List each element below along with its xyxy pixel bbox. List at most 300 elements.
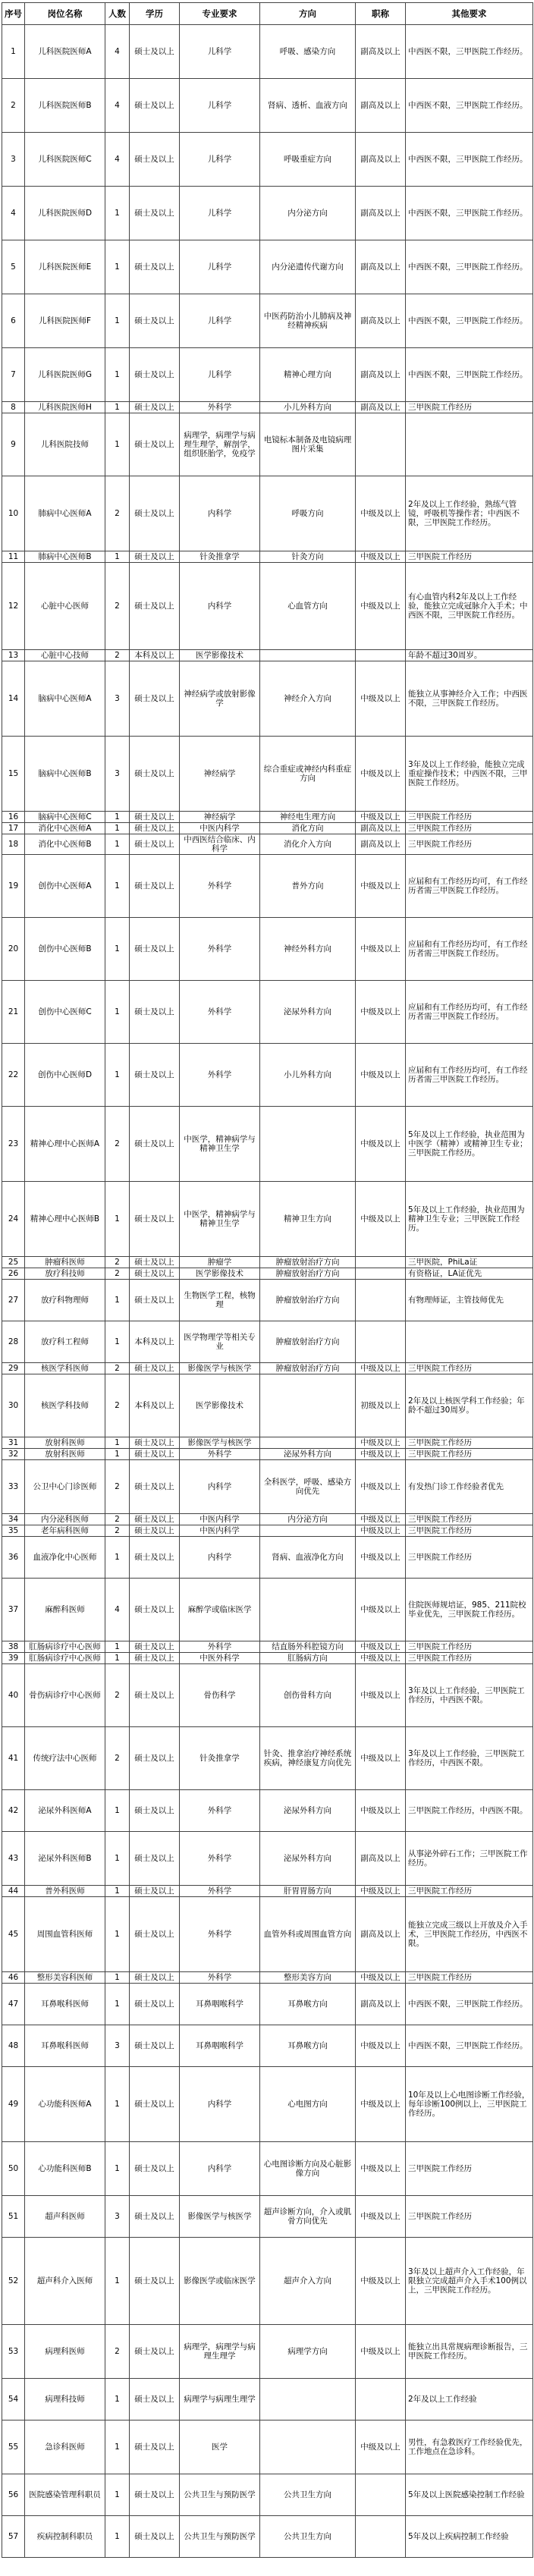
table-row (2, 348, 533, 402)
table-row (2, 981, 533, 1044)
direction: 泌尿外科方向 (260, 1790, 356, 1832)
table-row (2, 413, 533, 476)
other-requirements: 5年及以上医院感染控制工作经验 (406, 2474, 533, 2516)
direction (260, 1107, 356, 1182)
position-name: 放疗科工程师 (25, 1321, 105, 1363)
direction: 公共卫生方向 (260, 2474, 356, 2516)
other-requirements: 三甲医院工作经历 (406, 823, 533, 834)
major-requirement: 儿科学 (180, 294, 260, 348)
job-title: 中级及以上 (356, 1182, 406, 1257)
position-name: 病理科技师 (25, 2379, 105, 2420)
major-requirement: 外科学 (180, 1449, 260, 1460)
other-requirements: 中西医不限，三甲医院工作经历。 (406, 25, 533, 79)
table-row (2, 1363, 533, 1374)
major-requirement: 内科学 (180, 2142, 260, 2196)
direction (260, 2420, 356, 2474)
position-name: 放疗科物理师 (25, 1280, 105, 1321)
row-number: 42 (2, 1790, 25, 1832)
job-title: 中级及以上 (356, 2142, 406, 2196)
headcount: 2 (105, 1107, 130, 1182)
other-requirements: 中西医不限，三甲医院工作经历。 (406, 294, 533, 348)
position-name: 创伤中心医师D (25, 1044, 105, 1107)
table-row (2, 1107, 533, 1182)
education: 硕士及以上 (130, 1514, 180, 1525)
other-requirements: 3年及以上工作经验，能独立完成重症操作技术；中西医不限，三甲医院工作经历。 (406, 737, 533, 812)
direction (260, 1437, 356, 1449)
other-requirements (406, 413, 533, 476)
table-row (2, 2420, 533, 2474)
header-cell: 方向 (260, 3, 356, 25)
job-title: 中级及以上 (356, 563, 406, 650)
position-name: 肛肠病诊疗中心医师 (25, 1641, 105, 1653)
headcount: 2 (105, 1268, 130, 1280)
row-number: 23 (2, 1107, 25, 1182)
major-requirement: 中医外科学 (180, 1653, 260, 1664)
education: 硕士及以上 (130, 2238, 180, 2325)
major-requirement: 中医内科学 (180, 1514, 260, 1525)
table-row (2, 1579, 533, 1641)
table-row (2, 2238, 533, 2325)
direction: 超声诊断方向，介入或肌骨方向优先 (260, 2196, 356, 2238)
direction: 结直肠外科腔镜方向 (260, 1641, 356, 1653)
job-title: 中级及以上 (356, 551, 406, 563)
direction: 耳鼻喉方向 (260, 1984, 356, 2025)
major-requirement: 儿科学 (180, 348, 260, 402)
table-row (2, 2196, 533, 2238)
table-body (2, 25, 533, 2558)
direction: 全科医学，呼吸、感染方向优先 (260, 1460, 356, 1514)
direction: 精神卫生方向 (260, 1182, 356, 1257)
table-row (2, 823, 533, 834)
row-number: 24 (2, 1182, 25, 1257)
major-requirement: 针灸推拿学 (180, 1727, 260, 1790)
position-name: 儿科医院医师G (25, 348, 105, 402)
other-requirements: 能独立出具常规病理诊断报告，三甲医院工作经历。 (406, 2325, 533, 2379)
headcount: 2 (105, 650, 130, 661)
education: 硕士及以上 (130, 2325, 180, 2379)
table-row (2, 1537, 533, 1579)
row-number: 57 (2, 2516, 25, 2558)
other-requirements: 5年及以上工作经验，执业范围为精神卫生专业；三甲医院工作经历。 (406, 1182, 533, 1257)
other-requirements: 三甲医院工作经历 (406, 2142, 533, 2196)
row-number: 27 (2, 1280, 25, 1321)
major-requirement: 中医学，精神病学与精神卫生学 (180, 1182, 260, 1257)
row-number: 50 (2, 2142, 25, 2196)
job-title: 中级及以上 (356, 918, 406, 981)
headcount: 1 (105, 1886, 130, 1897)
education: 硕士及以上 (130, 1280, 180, 1321)
education: 硕士及以上 (130, 402, 180, 413)
other-requirements: 2年及以上工作经验 (406, 2379, 533, 2420)
table-row (2, 1727, 533, 1790)
position-name: 创伤中心医师C (25, 981, 105, 1044)
header-cell: 序号 (2, 3, 25, 25)
job-title: 中级及以上 (356, 1525, 406, 1537)
direction: 病理学方向 (260, 2325, 356, 2379)
job-title: 副高及以上 (356, 294, 406, 348)
position-name: 脑病中心医师A (25, 661, 105, 737)
row-number: 28 (2, 1321, 25, 1363)
education: 硕士及以上 (130, 2025, 180, 2067)
position-name: 核医学科技师 (25, 1374, 105, 1437)
headcount: 1 (105, 2142, 130, 2196)
headcount: 1 (105, 1537, 130, 1579)
direction: 内分泌方向 (260, 1514, 356, 1525)
position-name: 麻醉科医师 (25, 1579, 105, 1641)
job-title (356, 1280, 406, 1321)
direction: 肝胃胃肠方向 (260, 1886, 356, 1897)
direction: 精神心理方向 (260, 348, 356, 402)
row-number: 36 (2, 1537, 25, 1579)
job-title (356, 2474, 406, 2516)
education: 硕士及以上 (130, 981, 180, 1044)
position-name: 耳鼻喉科医师 (25, 1984, 105, 2025)
education: 硕士及以上 (130, 2516, 180, 2558)
row-number: 56 (2, 2474, 25, 2516)
education: 硕士及以上 (130, 1886, 180, 1897)
row-number: 35 (2, 1525, 25, 1537)
other-requirements: 有心血管内科2年及以上工作经验，能独立完成冠脉介入手术；中西医不限，三甲医院工作经历。 (406, 563, 533, 650)
job-title (356, 2379, 406, 2420)
other-requirements: 中西医不限，三甲医院工作经历。 (406, 1984, 533, 2025)
row-number: 14 (2, 661, 25, 737)
headcount: 2 (105, 1363, 130, 1374)
position-name: 放疗科技师 (25, 1268, 105, 1280)
position-name: 精神心理中心医师A (25, 1107, 105, 1182)
major-requirement: 医学影像技术 (180, 1268, 260, 1280)
position-name: 超声科医师 (25, 2196, 105, 2238)
headcount: 1 (105, 1321, 130, 1363)
row-number: 38 (2, 1641, 25, 1653)
job-title: 中级及以上 (356, 1107, 406, 1182)
other-requirements: 2年及以上工作经验，熟练气管镜，呼吸机等操作者；中西医不限，三甲医院工作经历。 (406, 476, 533, 551)
position-name: 心功能科医师B (25, 2142, 105, 2196)
headcount: 2 (105, 1257, 130, 1268)
direction: 针灸方向 (260, 551, 356, 563)
headcount: 3 (105, 2196, 130, 2238)
education: 硕士及以上 (130, 1727, 180, 1790)
table-row (2, 2474, 533, 2516)
row-number: 7 (2, 348, 25, 402)
job-title: 副高及以上 (356, 240, 406, 294)
position-name: 消化中心医师B (25, 834, 105, 855)
row-number: 52 (2, 2238, 25, 2325)
major-requirement: 外科学 (180, 1897, 260, 1972)
other-requirements: 有资格证，LA证优先 (406, 1268, 533, 1280)
other-requirements: 三甲医院工作经历 (406, 1886, 533, 1897)
direction: 呼吸重症方向 (260, 133, 356, 187)
headcount: 1 (105, 834, 130, 855)
position-name: 儿科医院医师D (25, 187, 105, 240)
job-title: 副高及以上 (356, 1897, 406, 1972)
major-requirement: 医学影像技术 (180, 650, 260, 661)
major-requirement: 儿科学 (180, 79, 260, 133)
education: 硕士及以上 (130, 1525, 180, 1537)
table-row (2, 79, 533, 133)
other-requirements: 中西医不限，三甲医院工作经历。 (406, 79, 533, 133)
row-number: 44 (2, 1886, 25, 1897)
table-row (2, 1641, 533, 1653)
education: 硕士及以上 (130, 834, 180, 855)
headcount: 2 (105, 1374, 130, 1437)
job-title: 中级及以上 (356, 1972, 406, 1984)
job-title: 中级及以上 (356, 2196, 406, 2238)
row-number: 11 (2, 551, 25, 563)
headcount: 1 (105, 1449, 130, 1460)
headcount: 1 (105, 918, 130, 981)
job-title: 副高及以上 (356, 187, 406, 240)
education: 硕士及以上 (130, 79, 180, 133)
education: 硕士及以上 (130, 1832, 180, 1886)
table-row (2, 737, 533, 812)
job-title: 中级及以上 (356, 2325, 406, 2379)
headcount: 1 (105, 1182, 130, 1257)
education: 硕士及以上 (130, 348, 180, 402)
job-title: 中级及以上 (356, 1514, 406, 1525)
major-requirement: 病理学，病理学与病理生理学 (180, 2325, 260, 2379)
headcount: 1 (105, 1653, 130, 1664)
education: 硕士及以上 (130, 1107, 180, 1182)
major-requirement: 医学影像技术 (180, 1374, 260, 1437)
education: 硕士及以上 (130, 1897, 180, 1972)
major-requirement: 公共卫生与预防医学 (180, 2516, 260, 2558)
education: 硕士及以上 (130, 823, 180, 834)
position-name: 传统疗法中心医师 (25, 1727, 105, 1790)
education: 硕士及以上 (130, 1653, 180, 1664)
table-row (2, 1460, 533, 1514)
table-row (2, 2142, 533, 2196)
position-name: 公卫中心门诊医师 (25, 1460, 105, 1514)
direction (260, 650, 356, 661)
major-requirement: 内科学 (180, 563, 260, 650)
other-requirements: 能独立从事神经介入工作；中西医不限，三甲医院工作经历。 (406, 661, 533, 737)
job-title: 副高及以上 (356, 402, 406, 413)
position-name: 心脏中心技师 (25, 650, 105, 661)
other-requirements: 年龄不超过30周岁。 (406, 650, 533, 661)
job-title: 副高及以上 (356, 25, 406, 79)
headcount: 1 (105, 812, 130, 823)
table-row (2, 402, 533, 413)
row-number: 40 (2, 1664, 25, 1727)
major-requirement: 儿科学 (180, 133, 260, 187)
education: 硕士及以上 (130, 240, 180, 294)
major-requirement: 耳鼻咽喉科学 (180, 1984, 260, 2025)
education: 硕士及以上 (130, 2420, 180, 2474)
position-name: 儿科医院医师H (25, 402, 105, 413)
direction: 耳鼻喉方向 (260, 2025, 356, 2067)
direction: 针灸、推拿治疗神经系统疾病，神经康复方向优先 (260, 1727, 356, 1790)
education: 硕士及以上 (130, 1460, 180, 1514)
job-title: 中级及以上 (356, 737, 406, 812)
table-row (2, 1525, 533, 1537)
headcount: 1 (105, 2067, 130, 2142)
row-number: 19 (2, 855, 25, 918)
headcount: 1 (105, 413, 130, 476)
row-number: 32 (2, 1449, 25, 1460)
other-requirements: 应届和有工作经历均可，有工作经历者需三甲医院工作经历。 (406, 981, 533, 1044)
job-title: 中级及以上 (356, 1044, 406, 1107)
job-title: 中级及以上 (356, 1790, 406, 1832)
direction: 超声介入方向 (260, 2238, 356, 2325)
job-title: 副高及以上 (356, 348, 406, 402)
headcount: 1 (105, 1897, 130, 1972)
job-title: 中级及以上 (356, 1537, 406, 1579)
direction: 呼吸、感染方向 (260, 25, 356, 79)
other-requirements: 三甲医院工作经历 (406, 1514, 533, 1525)
row-number: 48 (2, 2025, 25, 2067)
direction (260, 1525, 356, 1537)
table-row (2, 2325, 533, 2379)
education: 硕士及以上 (130, 476, 180, 551)
position-name: 放射科医师 (25, 1449, 105, 1460)
headcount: 2 (105, 1460, 130, 1514)
position-name: 创伤中心医师B (25, 918, 105, 981)
education: 硕士及以上 (130, 2142, 180, 2196)
table-row (2, 1664, 533, 1727)
direction: 泌尿外科方向 (260, 981, 356, 1044)
major-requirement: 中医学，精神病学与精神卫生学 (180, 1107, 260, 1182)
row-number: 9 (2, 413, 25, 476)
row-number: 13 (2, 650, 25, 661)
job-title: 中级及以上 (356, 1653, 406, 1664)
position-name: 儿科医院医师B (25, 79, 105, 133)
headcount: 2 (105, 563, 130, 650)
table-row (2, 563, 533, 650)
major-requirement: 外科学 (180, 1044, 260, 1107)
headcount: 1 (105, 2238, 130, 2325)
major-requirement: 肿瘤学 (180, 1257, 260, 1268)
major-requirement: 内科学 (180, 476, 260, 551)
position-name: 急诊科医师 (25, 2420, 105, 2474)
other-requirements: 5年及以上疾病控制工作经验 (406, 2516, 533, 2558)
position-name: 内分泌科医师 (25, 1514, 105, 1525)
table-row (2, 1653, 533, 1664)
job-title (356, 1268, 406, 1280)
major-requirement: 内科学 (180, 2067, 260, 2142)
direction: 呼吸方向 (260, 476, 356, 551)
education: 硕士及以上 (130, 1044, 180, 1107)
job-title (356, 650, 406, 661)
table-row (2, 834, 533, 855)
row-number: 41 (2, 1727, 25, 1790)
major-requirement: 外科学 (180, 1886, 260, 1897)
major-requirement: 儿科学 (180, 25, 260, 79)
row-number: 47 (2, 1984, 25, 2025)
row-number: 10 (2, 476, 25, 551)
row-number: 33 (2, 1460, 25, 1514)
row-number: 17 (2, 823, 25, 834)
row-number: 15 (2, 737, 25, 812)
other-requirements: 10年及以上心电图诊断工作经验，每年诊断100例以上，三甲医院工作经历。 (406, 2067, 533, 2142)
position-name: 消化中心医师A (25, 823, 105, 834)
row-number: 3 (2, 133, 25, 187)
job-title: 中级及以上 (356, 1449, 406, 1460)
other-requirements: 三甲医院工作经历 (406, 1449, 533, 1460)
position-name: 肺病中心医师B (25, 551, 105, 563)
major-requirement: 针灸推拿学 (180, 551, 260, 563)
header-cell: 其他要求 (406, 3, 533, 25)
direction: 内分泌遗传代谢方向 (260, 240, 356, 294)
job-title (356, 413, 406, 476)
table-row (2, 1972, 533, 1984)
major-requirement: 耳鼻咽喉科学 (180, 2025, 260, 2067)
major-requirement: 儿科学 (180, 187, 260, 240)
major-requirement: 外科学 (180, 402, 260, 413)
position-name: 耳鼻喉科医师 (25, 2025, 105, 2067)
row-number: 2 (2, 79, 25, 133)
job-title: 副高及以上 (356, 823, 406, 834)
headcount: 1 (105, 1437, 130, 1449)
other-requirements: 2年及以上核医学科工作经验；年龄不超过30周岁。 (406, 1374, 533, 1437)
other-requirements: 三甲医院工作经历 (406, 551, 533, 563)
position-name: 脑病中心医师C (25, 812, 105, 823)
table-row (2, 1449, 533, 1460)
other-requirements: 三甲医院工作经历 (406, 1972, 533, 1984)
table-row (2, 1044, 533, 1107)
table-row (2, 1257, 533, 1268)
position-name: 创伤中心医师A (25, 855, 105, 918)
table-row (2, 240, 533, 294)
major-requirement: 儿科学 (180, 240, 260, 294)
table-row (2, 25, 533, 79)
position-name: 超声科介入医师 (25, 2238, 105, 2325)
row-number: 21 (2, 981, 25, 1044)
header-row (2, 3, 533, 25)
education: 硕士及以上 (130, 855, 180, 918)
table-row (2, 2067, 533, 2142)
table-row (2, 812, 533, 823)
table-row (2, 661, 533, 737)
major-requirement: 神经病学或放射影像学 (180, 661, 260, 737)
education: 本科及以上 (130, 650, 180, 661)
other-requirements: 5年及以上工作经验，执业范围为中医学（精神）或精神卫生专业；三甲医院工作经历。 (406, 1107, 533, 1182)
row-number: 18 (2, 834, 25, 855)
job-title: 中级及以上 (356, 1363, 406, 1374)
row-number: 4 (2, 187, 25, 240)
position-name: 整形美容科医师 (25, 1972, 105, 1984)
table-row (2, 476, 533, 551)
headcount: 1 (105, 1832, 130, 1886)
education: 硕士及以上 (130, 1984, 180, 2025)
position-name: 医院感染管理科职员 (25, 2474, 105, 2516)
job-title: 中级及以上 (356, 661, 406, 737)
header-cell: 岗位名称 (25, 3, 105, 25)
table-row (2, 1790, 533, 1832)
table-row (2, 1182, 533, 1257)
row-number: 34 (2, 1514, 25, 1525)
other-requirements: 三甲医院工作经历 (406, 812, 533, 823)
education: 硕士及以上 (130, 187, 180, 240)
education: 硕士及以上 (130, 1268, 180, 1280)
headcount: 1 (105, 240, 130, 294)
major-requirement: 中西医结合临床、内科学 (180, 834, 260, 855)
headcount: 2 (105, 1727, 130, 1790)
major-requirement: 麻醉学或临床医学 (180, 1579, 260, 1641)
job-title: 中级及以上 (356, 1664, 406, 1727)
education: 硕士及以上 (130, 661, 180, 737)
table-row (2, 2025, 533, 2067)
education: 本科及以上 (130, 1374, 180, 1437)
major-requirement: 影像医学或临床医学 (180, 2238, 260, 2325)
position-name: 肺病中心医师A (25, 476, 105, 551)
job-title (356, 1321, 406, 1363)
education: 硕士及以上 (130, 551, 180, 563)
direction: 内分泌方向 (260, 187, 356, 240)
education: 硕士及以上 (130, 1664, 180, 1727)
major-requirement: 骨伤科学 (180, 1664, 260, 1727)
row-number: 46 (2, 1972, 25, 1984)
education: 硕士及以上 (130, 413, 180, 476)
